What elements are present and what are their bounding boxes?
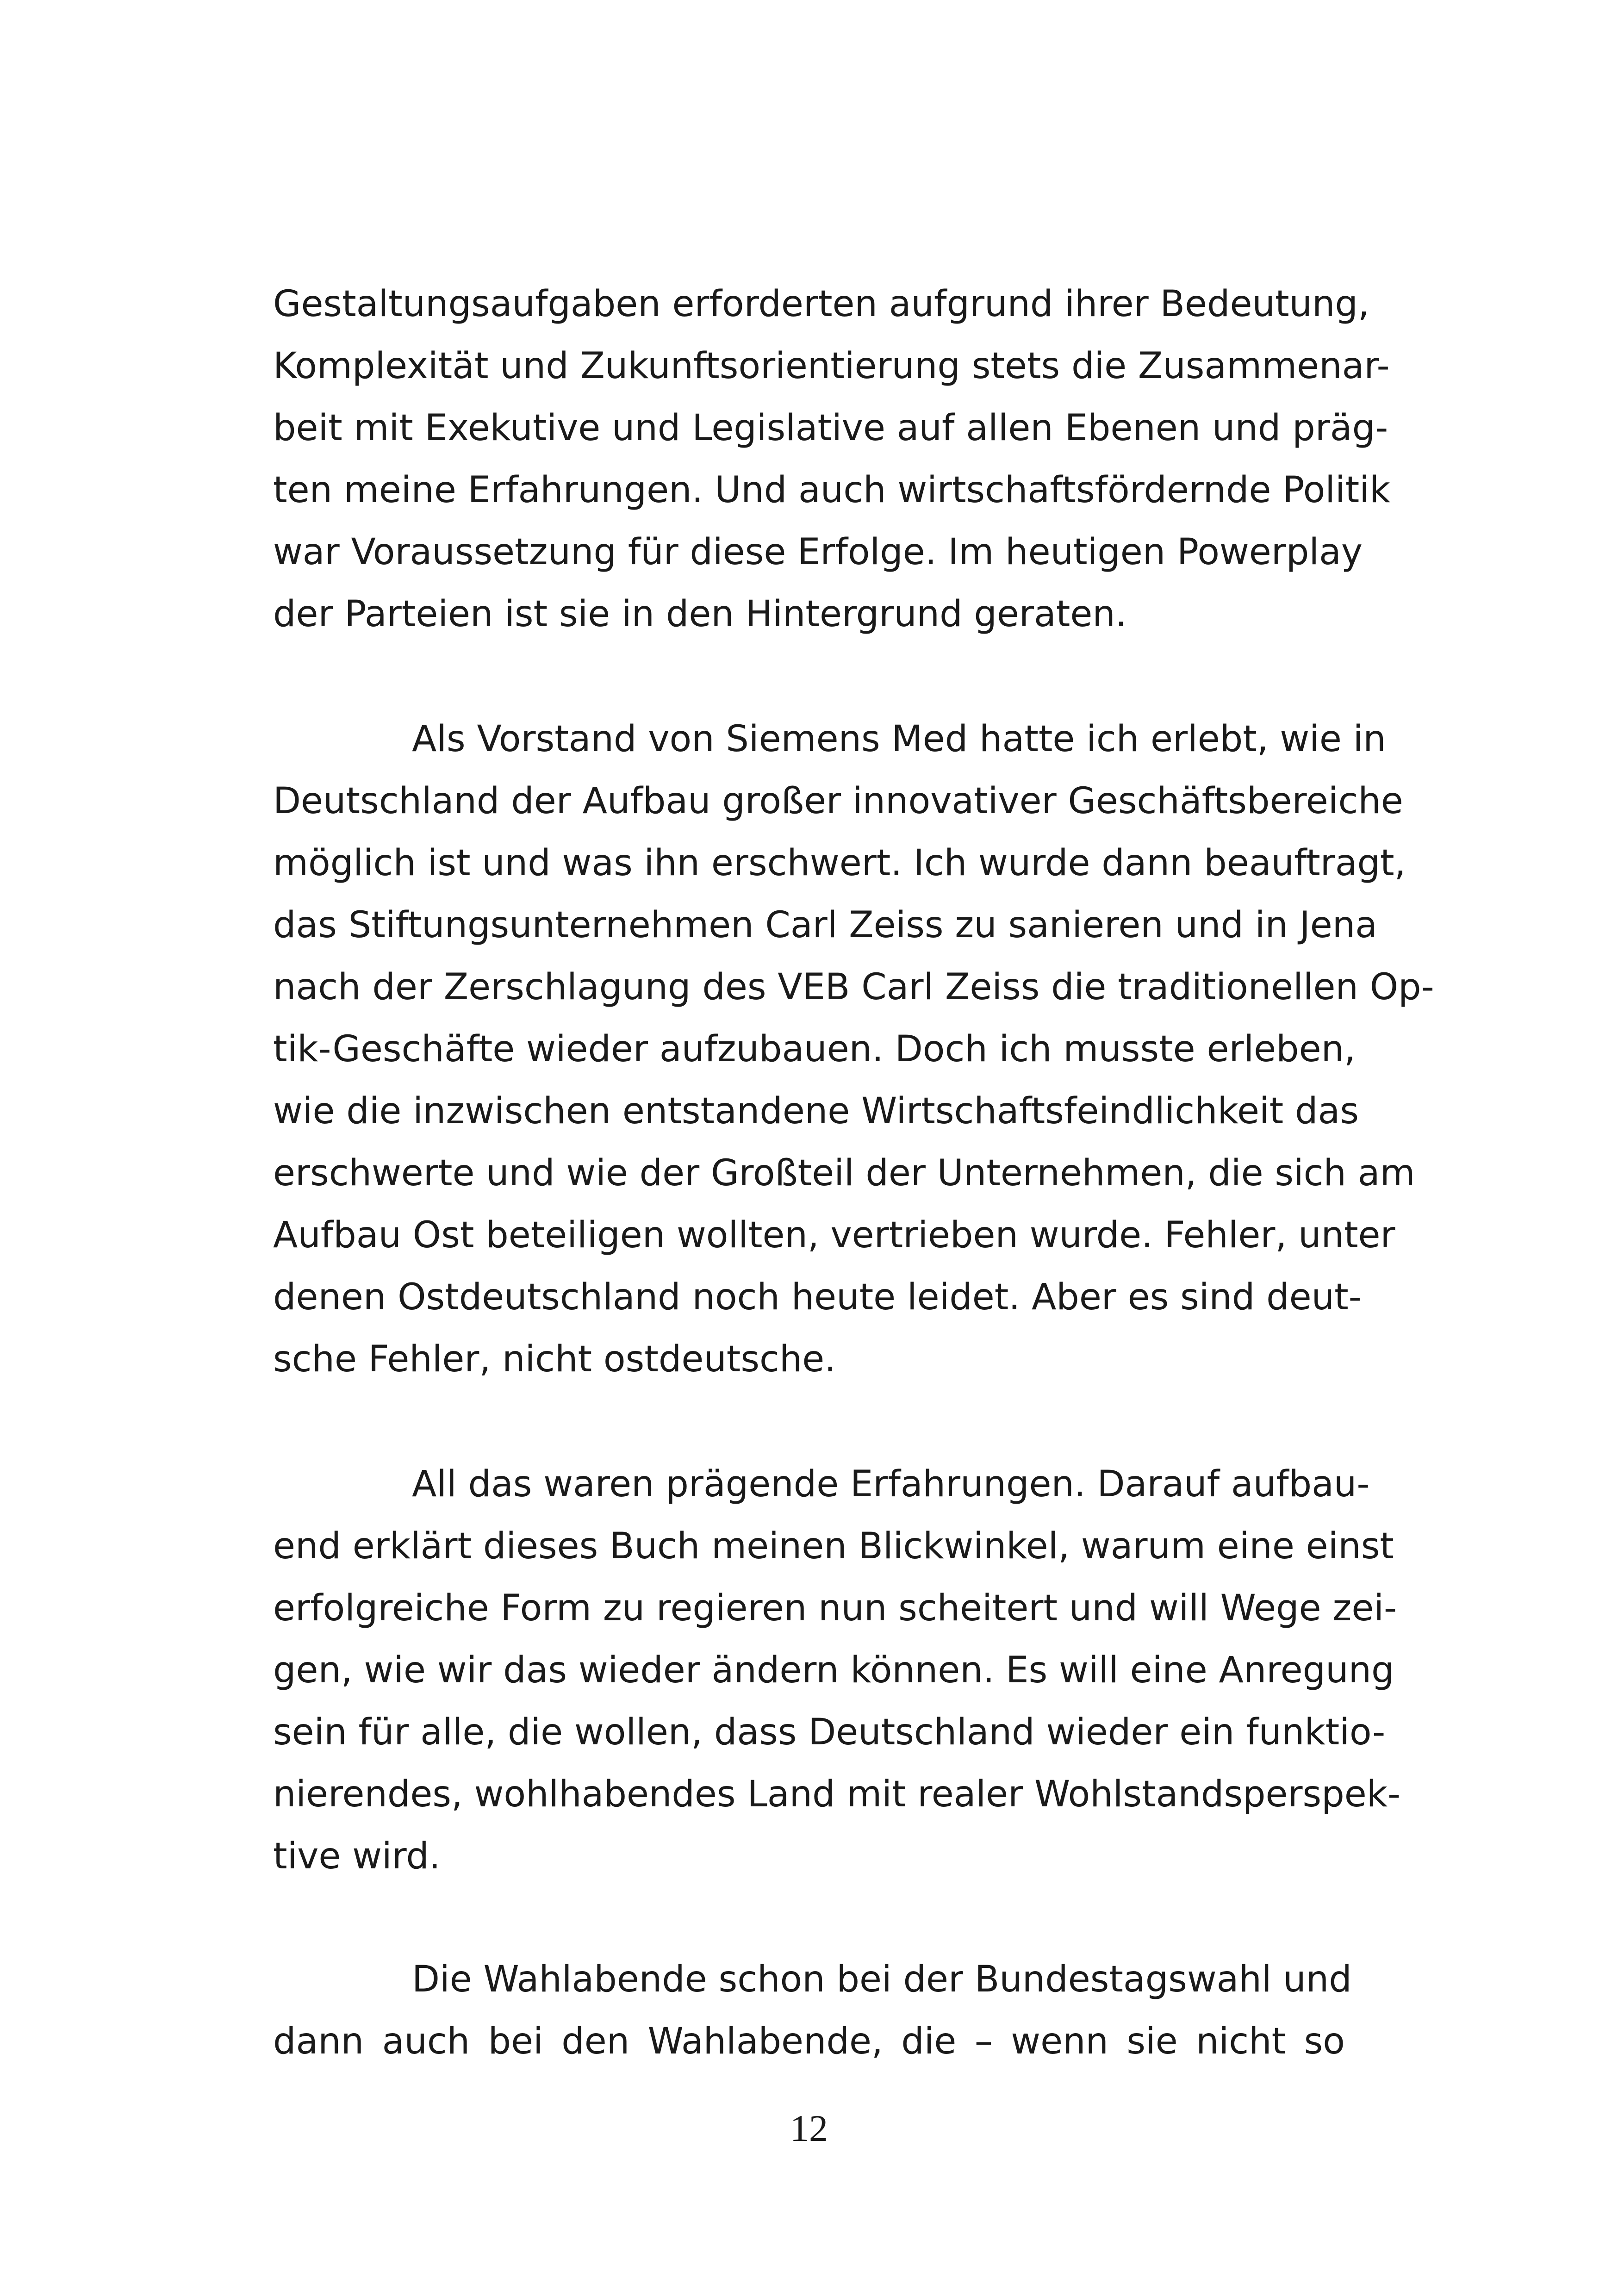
text-line: der Parteien ist sie in den Hintergrund geraten. xyxy=(273,593,1127,635)
text-line: Die Wahlabende schon bei der Bundestagswahl und xyxy=(412,1959,1352,2000)
text-line: sein für alle, die wollen, dass Deutschland wieder ein funktio- xyxy=(273,1711,1386,1753)
paragraph-3 xyxy=(273,1453,1401,1887)
text-line: war Voraussetzung für diese Erfolge. Im heutigen Powerplay xyxy=(273,531,1363,573)
text-line: Gestaltungsaufgaben erforderten aufgrund ihrer Bedeutung, xyxy=(273,283,1369,325)
text-line: Komplexität und Zukunftsorientierung stets die Zusammenar- xyxy=(273,345,1390,387)
text-line: erschwerte und wie der Großteil der Unternehmen, die sich am xyxy=(273,1152,1415,1194)
paragraph-1 xyxy=(273,273,1391,645)
text-line: dann auch bei den Wahlabende, die – wenn sie nicht so xyxy=(273,2021,1345,2062)
text-line: erfolgreiche Form zu regieren nun scheitert und will Wege zei- xyxy=(273,1587,1397,1629)
text-line: wie die inzwischen entstandene Wirtschaftsfeindlichkeit das xyxy=(273,1090,1359,1132)
text-line: tive wird. xyxy=(273,1836,441,1877)
text-line: sche Fehler, nicht ostdeutsche. xyxy=(273,1338,836,1380)
text-line: Deutschland der Aufbau großer innovativer Geschäftsbereiche xyxy=(273,780,1403,822)
text-line: tik-Geschäfte wieder aufzubauen. Doch ich musste erleben, xyxy=(273,1028,1356,1070)
text-line: nierendes, wohlhabendes Land mit realer Wohlstandsperspek- xyxy=(273,1773,1401,1815)
text-line: All das waren prägende Erfahrungen. Darauf aufbau- xyxy=(412,1463,1370,1505)
paragraph-4 xyxy=(273,1948,1352,2072)
text-line: ten meine Erfahrungen. Und auch wirtschaftsfördernde Politik xyxy=(273,469,1391,511)
text-line: das Stiftungsunternehmen Carl Zeiss zu sanieren und in Jena xyxy=(273,904,1377,946)
text-line: nach der Zerschlagung des VEB Carl Zeiss die traditionellen Op- xyxy=(273,966,1434,1008)
paragraph-2 xyxy=(273,708,1434,1390)
text-line: möglich ist und was ihn erschwert. Ich wurde dann beauftragt, xyxy=(273,842,1406,884)
text-line: Als Vorstand von Siemens Med hatte ich erlebt, wie in xyxy=(412,718,1386,760)
text-line: end erklärt dieses Buch meinen Blickwinkel, warum eine einst xyxy=(273,1525,1394,1567)
text-line: denen Ostdeutschland noch heute leidet. Aber es sind deut- xyxy=(273,1276,1362,1318)
text-line: beit mit Exekutive und Legislative auf allen Ebenen und präg- xyxy=(273,407,1388,449)
text-line: Aufbau Ost beteiligen wollten, vertrieben wurde. Fehler, unter xyxy=(273,1214,1395,1256)
text-line: gen, wie wir das wieder ändern können. Es will eine Anregung xyxy=(273,1649,1394,1691)
page-number: 12 xyxy=(790,2107,828,2149)
